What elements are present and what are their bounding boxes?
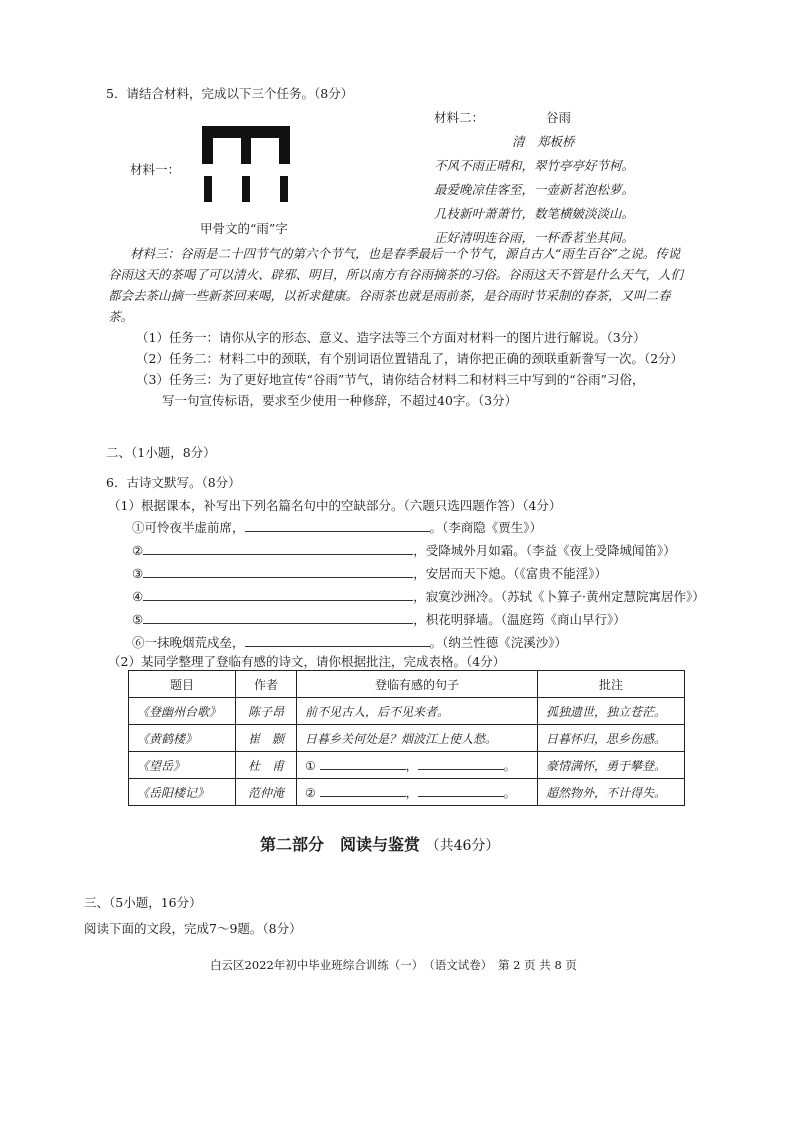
section-2-heading: 二、（1小题，8分）: [106, 445, 216, 460]
task-1: （1）任务一：请你从字的形态、意义、造字法等三个方面对材料一的图片进行解说。（3分）: [136, 330, 646, 345]
poem-line: 最爱晚凉佳客至，一壶新茗泡松萝。: [434, 182, 635, 197]
material-2-poem: [434, 108, 664, 246]
answer-cell[interactable]: ② ， 。: [297, 779, 538, 806]
task-3: （3）任务三：为了更好地宣传“谷雨”节气，请你结合材料二和材料三中写到的“谷雨”习俗，: [136, 372, 645, 387]
glyph-caption: 甲骨文的“雨”字: [200, 221, 288, 236]
answer-blank[interactable]: [320, 784, 406, 797]
material-1-label: 材料一：: [130, 162, 181, 177]
column-header: 题目: [129, 671, 236, 698]
task-2: （2）任务二：材料二中的颈联，有个别词语位置错乱了，请你把正确的颈联重新誊写一次。（2分）: [136, 351, 684, 366]
answer-blank[interactable]: [245, 517, 430, 532]
task-3-continued: 写一句宣传标语，要求至少使用一种修辞，不超过40字。（3分）: [162, 393, 518, 408]
answer-blank[interactable]: [143, 586, 413, 601]
answer-blank[interactable]: [143, 540, 413, 555]
fill-blank-item: ⑥一抹晚烟荒戍垒， 。（纳兰性德《浣溪沙》）: [132, 631, 705, 654]
answer-blank[interactable]: [143, 563, 413, 578]
material-3-paragraph: 材料三：谷雨是二十四节气的第六个节气，也是春季最后一个节气，源自古人“雨生百谷”之说。传说谷雨这天的茶喝了可以清火、辟邪、明目，所以南方有谷雨摘茶的习俗。谷雨这天不管是什么天气，人们都会去茶山摘一些新茶回来喝，以祈求健康。谷雨茶也就是雨前茶，是谷雨时节采制的春茶，又叫二春茶。: [108, 246, 684, 324]
question-6-part-2: （2）某同学整理了登临有感的诗文，请你根据批注，完成表格。（4分）: [108, 654, 506, 669]
fill-blank-list: [132, 516, 705, 654]
question-6-part-1: （1）根据课本，补写出下列名篇名句中的空缺部分。（六题只选四题作答）（4分）: [108, 498, 562, 513]
fill-blank-item: ⑤ ，枳花明驿墙。（温庭筠《商山早行》）: [132, 608, 705, 631]
poem-line: 几枝新叶萧萧竹，数笔横皴淡淡山。: [434, 206, 635, 221]
answer-blank[interactable]: [245, 632, 430, 647]
answer-blank[interactable]: [320, 757, 406, 770]
task-list: [136, 327, 696, 411]
poem-title: 谷雨: [546, 110, 572, 125]
answer-blank[interactable]: [418, 757, 504, 770]
table-row: 《登幽州台歌》 陈子昂 前不见古人，后不见来者。 孤独遗世，独立苍茫。: [129, 698, 685, 725]
column-header: 登临有感的句子: [297, 671, 538, 698]
table-row: 《黄鹤楼》 崔 颢 日暮乡关何处是？烟波江上使人愁。 日暮怀归，思乡伤感。: [129, 725, 685, 752]
answer-blank[interactable]: [143, 609, 413, 624]
poem-line: 正好清明连谷雨，一杯香茗坐其间。: [434, 230, 635, 245]
column-header: 作者: [236, 671, 297, 698]
fill-blank-item: ①可怜夜半虚前席， 。（李商隐《贾生》）: [132, 516, 705, 539]
question-6-title: 6．古诗文默写。（8分）: [106, 475, 241, 490]
answer-blank[interactable]: [418, 784, 504, 797]
poem-line: 不风不雨正晴和，翠竹亭亭好节柯。: [434, 158, 635, 173]
fill-blank-item: ③ ，安居而天下熄。（《富贵不能淫》）: [132, 562, 705, 585]
material-2-label: 材料二：: [434, 110, 485, 125]
reading-instruction: 阅读下面的文段，完成7～9题。（8分）: [84, 921, 302, 936]
part-2-heading: 第二部分 阅读与鉴赏 （共46分）: [260, 835, 500, 854]
table-row: 《望岳》 杜 甫 ① ， 。 豪情满怀，勇于攀登。: [129, 752, 685, 779]
page-footer: 白云区2022年初中毕业班综合训练（一） （语文试卷） 第 2 页 共 8 页: [210, 958, 577, 972]
poem-table: [128, 670, 685, 806]
poem-author: 清 郑板桥: [512, 134, 575, 149]
table-row: 《岳阳楼记》 范仲淹 ② ， 。 超然物外，不计得失。: [129, 779, 685, 806]
fill-blank-item: ② ，受降城外月如霜。（李益《夜上受降城闻笛》）: [132, 539, 705, 562]
table-header-row: [129, 671, 685, 698]
fill-blank-item: ④ ，寂寞沙洲冷。（苏轼《卜算子·黄州定慧院寓居作》）: [132, 585, 705, 608]
question-5-title: 5．请结合材料，完成以下三个任务。（8分）: [106, 86, 354, 101]
oracle-bone-rain-glyph: [196, 122, 296, 208]
section-3-heading: 三、（5小题，16分）: [84, 895, 202, 910]
column-header: 批注: [538, 671, 685, 698]
answer-cell[interactable]: ① ， 。: [297, 752, 538, 779]
